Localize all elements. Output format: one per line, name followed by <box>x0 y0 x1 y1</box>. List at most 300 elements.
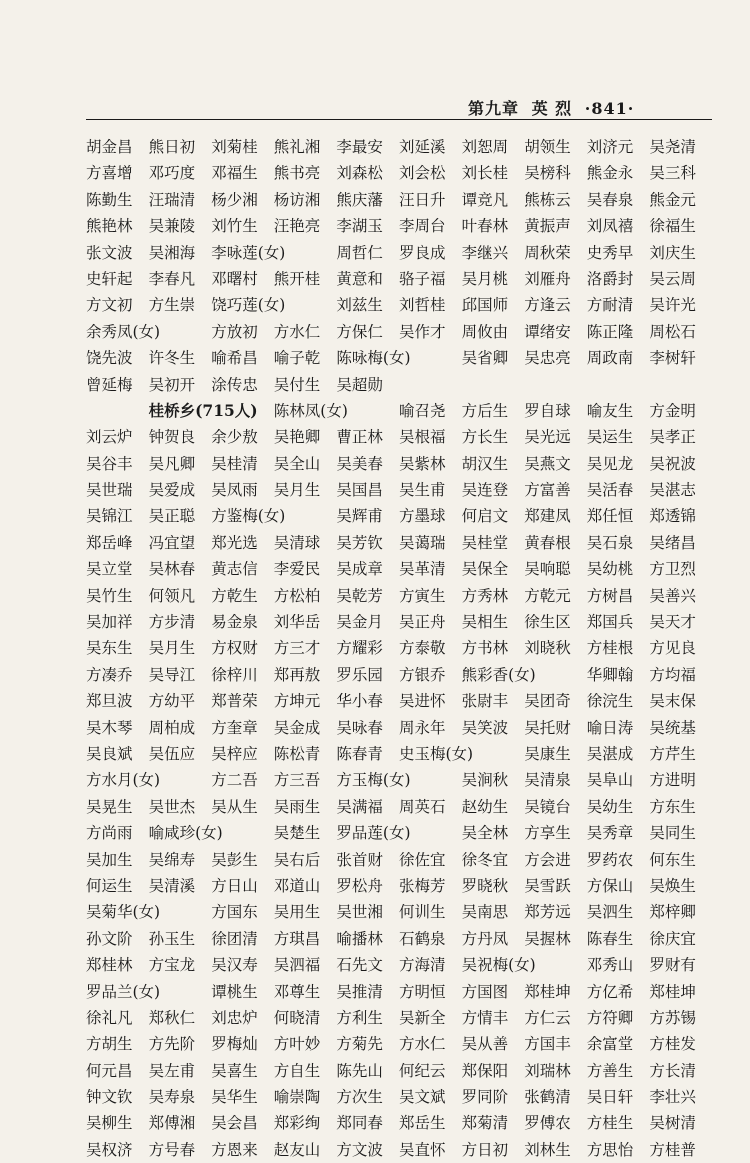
martyr-name: 吴泗福 <box>273 956 321 975</box>
chapter-label: 第九章 <box>468 99 520 118</box>
martyr-name: 黄振声 <box>524 217 571 236</box>
martyr-name: 刘菊桂 <box>211 138 258 156</box>
martyr-name: 陈春生 <box>586 929 634 948</box>
martyr-name: 方先阶 <box>148 1035 196 1054</box>
martyr-name: 刘延溪 <box>399 138 446 156</box>
martyr-name: 何训生 <box>399 903 446 922</box>
martyr-name: 陈松青 <box>273 744 321 763</box>
martyr-name: 方尚雨 <box>86 824 133 843</box>
martyr-name: 方丹凤 <box>461 929 509 948</box>
martyr-name: 郑建凤 <box>524 507 571 526</box>
martyr-name: 吴月生 <box>273 481 321 500</box>
martyr-name: 史玉梅(女) <box>399 744 474 763</box>
martyr-name: 徐冬宜 <box>461 850 509 869</box>
martyr-name: 刘济元 <box>586 138 634 156</box>
martyr-name: 吴阜山 <box>586 771 634 790</box>
martyr-name: 李湖玉 <box>336 217 383 236</box>
martyr-name: 方东生 <box>649 797 696 816</box>
martyr-name: 方幼平 <box>148 692 196 711</box>
martyr-name: 吴东生 <box>86 639 133 658</box>
martyr-name: 吴金成 <box>273 718 321 737</box>
name-row <box>86 1031 716 1057</box>
martyr-name: 吴晃生 <box>86 797 133 816</box>
martyr-name: 吴林春 <box>148 560 196 579</box>
martyr-name: 吴金月 <box>336 613 383 632</box>
page-number: ·841· <box>584 99 635 118</box>
martyr-name: 吴忠亮 <box>524 349 571 368</box>
martyr-name: 方坤元 <box>273 692 321 711</box>
martyr-name: 方见良 <box>649 639 696 658</box>
martyr-name: 方国东 <box>211 903 258 922</box>
martyr-name: 方日山 <box>211 876 258 895</box>
martyr-name: 吴托财 <box>524 718 571 737</box>
martyr-name: 汪日升 <box>399 190 446 209</box>
martyr-name: 周永年 <box>399 718 446 737</box>
martyr-name: 陈春青 <box>336 744 383 763</box>
martyr-name: 吴推清 <box>336 982 383 1001</box>
martyr-name: 吴桂堂 <box>461 533 509 552</box>
martyr-name: 方水月(女) <box>86 771 161 790</box>
martyr-name: 吴雪跃 <box>524 876 571 895</box>
name-row <box>86 1058 716 1084</box>
martyr-name: 方菊先 <box>336 1035 383 1054</box>
martyr-name: 徐佐宜 <box>399 850 446 869</box>
martyr-name: 邓尊生 <box>273 982 321 1001</box>
martyr-name: 黄春根 <box>524 533 571 552</box>
martyr-name: 陈咏梅(女) <box>336 349 411 368</box>
martyr-name: 吴导江 <box>148 665 196 684</box>
martyr-name: 方松柏 <box>273 586 321 605</box>
name-row <box>86 1084 716 1110</box>
martyr-name: 吴幼生 <box>586 797 634 816</box>
martyr-name: 吴满福 <box>336 797 383 816</box>
martyr-name: 吴镜台 <box>524 797 571 816</box>
martyr-name: 方文初 <box>86 296 133 315</box>
martyr-name: 吴超勋 <box>336 375 383 394</box>
martyr-name: 吴彭生 <box>211 850 258 869</box>
martyr-name: 吴凤雨 <box>211 481 258 500</box>
martyr-name: 吴谷丰 <box>86 454 133 473</box>
martyr-name: 孙文阶 <box>86 929 133 948</box>
martyr-name: 喻召尧 <box>399 401 446 420</box>
martyr-name: 华卿翰 <box>586 665 634 684</box>
martyr-name: 吴咏春 <box>336 718 383 737</box>
martyr-name: 吴月桃 <box>461 269 509 288</box>
martyr-name: 吴团奇 <box>524 692 571 711</box>
martyr-name: 方泰敬 <box>399 639 446 658</box>
martyr-name: 方乾元 <box>524 586 571 605</box>
martyr-name: 吴生甫 <box>399 481 446 500</box>
name-row <box>86 688 716 714</box>
martyr-name: 方宝龙 <box>148 956 196 975</box>
martyr-name: 方生崇 <box>148 296 196 315</box>
martyr-name: 郑桂坤 <box>649 982 696 1001</box>
martyr-name: 钟贺良 <box>148 428 196 447</box>
martyr-name: 方桂根 <box>586 639 634 658</box>
martyr-name: 吴加祥 <box>86 613 133 632</box>
martyr-name: 郑菊清 <box>461 1114 509 1133</box>
martyr-name: 吴焕生 <box>649 876 696 895</box>
martyr-name: 吴直怀 <box>399 1140 446 1159</box>
name-row <box>86 503 716 529</box>
martyr-name: 徐庆宜 <box>649 929 696 948</box>
martyr-name: 罗药农 <box>586 850 634 869</box>
martyr-name: 许冬生 <box>148 349 196 368</box>
martyr-name: 方长生 <box>461 428 509 447</box>
martyr-name: 余富堂 <box>586 1035 634 1054</box>
martyr-name: 方海清 <box>399 956 446 975</box>
martyr-name: 郑同春 <box>336 1114 383 1133</box>
martyr-name: 郑任恒 <box>586 507 634 526</box>
name-row <box>86 345 716 371</box>
martyr-name: 吴善兴 <box>649 586 696 605</box>
martyr-name: 李春凡 <box>148 269 196 288</box>
martyr-name: 吴榜科 <box>524 164 571 183</box>
martyr-name: 何启文 <box>461 507 509 526</box>
name-row <box>86 662 716 688</box>
martyr-name: 洛爵封 <box>586 269 634 288</box>
name-row <box>86 635 716 661</box>
name-row <box>86 187 716 213</box>
martyr-name: 吴燕文 <box>524 454 571 473</box>
name-row <box>86 160 716 186</box>
martyr-name: 吴革清 <box>399 560 446 579</box>
martyr-name: 罗同阶 <box>461 1088 509 1107</box>
name-row <box>86 1005 716 1031</box>
martyr-name: 方玉梅(女) <box>336 771 411 790</box>
martyr-name: 吴从生 <box>211 797 258 816</box>
name-row <box>86 398 716 424</box>
martyr-name: 方芹生 <box>649 744 696 763</box>
martyr-name: 方耀彩 <box>336 639 383 658</box>
martyr-name: 吴清泉 <box>524 771 571 790</box>
martyr-name: 方保仁 <box>336 322 383 341</box>
martyr-name: 吴立堂 <box>86 560 133 579</box>
martyr-name: 吴活春 <box>586 481 634 500</box>
martyr-name: 吴世湘 <box>336 903 383 922</box>
martyr-name: 杨访湘 <box>273 190 321 209</box>
martyr-name: 徐生区 <box>524 613 571 632</box>
martyr-name: 刘华岳 <box>273 613 321 632</box>
martyr-name: 吴云周 <box>649 269 696 288</box>
martyr-name: 汪瑞清 <box>148 190 196 209</box>
name-row <box>86 979 716 1005</box>
martyr-name: 孙玉生 <box>148 929 196 948</box>
martyr-name: 吴根福 <box>399 428 446 447</box>
name-row <box>86 794 716 820</box>
martyr-name: 方善生 <box>586 1061 634 1080</box>
martyr-name: 徐梓川 <box>211 665 258 684</box>
martyr-name: 吴权济 <box>86 1140 133 1159</box>
martyr-name: 汪艳亮 <box>273 217 321 236</box>
martyr-name: 陈正隆 <box>586 322 634 341</box>
martyr-name: 吴祝波 <box>649 454 696 473</box>
martyr-name: 杨少湘 <box>211 190 258 209</box>
martyr-name: 郑岳峰 <box>86 533 133 552</box>
martyr-name: 吴笑波 <box>461 718 509 737</box>
martyr-name: 郑傅湘 <box>148 1114 196 1133</box>
martyr-name: 方耐清 <box>586 296 634 315</box>
martyr-name: 吴新全 <box>399 1008 446 1027</box>
martyr-name: 吴幼桃 <box>586 560 634 579</box>
martyr-name: 郑芳远 <box>524 903 571 922</box>
martyr-name: 刘兹生 <box>336 296 383 315</box>
name-row <box>86 741 716 767</box>
martyr-name: 何东生 <box>649 850 696 869</box>
martyr-name: 黄意和 <box>336 269 383 288</box>
martyr-name: 罗品兰(女) <box>86 982 161 1001</box>
martyr-name: 吴清溪 <box>148 876 196 895</box>
martyr-name: 吴爱成 <box>148 481 196 500</box>
martyr-name: 胡领生 <box>524 138 571 156</box>
martyr-name: 吴光远 <box>524 428 571 447</box>
martyr-name: 方仁云 <box>524 1008 571 1027</box>
martyr-name: 吴同生 <box>649 824 696 843</box>
martyr-name: 吴湛成 <box>586 744 634 763</box>
martyr-name: 方喜增 <box>86 164 133 183</box>
martyr-name: 罗品莲(女) <box>336 824 411 843</box>
martyr-name: 吴祝梅(女) <box>461 956 536 975</box>
martyr-name: 吴左甫 <box>148 1061 196 1080</box>
martyr-name: 方水仁 <box>273 322 321 341</box>
martyr-name: 吴右后 <box>273 850 321 869</box>
martyr-name: 吴作才 <box>399 322 446 341</box>
martyr-name: 喻咸珍(女) <box>148 824 223 843</box>
martyr-name: 何领凡 <box>148 586 196 605</box>
martyr-name: 方三才 <box>273 639 321 658</box>
martyr-name: 吴良斌 <box>86 744 133 763</box>
section-heading: 桂桥乡(715人) <box>148 400 258 420</box>
martyr-name: 熊书亮 <box>273 164 321 183</box>
martyr-name: 方后生 <box>461 401 509 420</box>
martyr-name: 叶春林 <box>461 217 509 236</box>
martyr-name: 何元昌 <box>86 1061 133 1080</box>
martyr-name: 吴握林 <box>524 929 571 948</box>
martyr-name: 刘忠炉 <box>211 1008 258 1027</box>
martyr-name: 刘凤禧 <box>586 217 634 236</box>
name-row <box>86 1137 716 1163</box>
martyr-name: 熊金永 <box>586 164 634 183</box>
header-rule <box>86 119 712 120</box>
martyr-name: 吴加生 <box>86 850 133 869</box>
martyr-name: 吴湘海 <box>148 243 196 262</box>
martyr-name: 吴运生 <box>586 428 634 447</box>
martyr-name: 曹正林 <box>336 428 383 447</box>
martyr-name: 方水仁 <box>399 1035 446 1054</box>
martyr-name: 方亿希 <box>586 982 634 1001</box>
martyr-name: 周攸由 <box>461 322 509 341</box>
martyr-name: 方利生 <box>336 1008 383 1027</box>
martyr-name: 吴美春 <box>336 454 383 473</box>
martyr-name: 方桂生 <box>586 1114 634 1133</box>
martyr-name: 刘庆生 <box>649 243 696 262</box>
martyr-name: 吴乾芳 <box>336 586 383 605</box>
martyr-name: 吴康生 <box>524 744 571 763</box>
martyr-name: 周政南 <box>586 349 634 368</box>
name-row <box>86 213 716 239</box>
martyr-name: 吴锦江 <box>86 507 133 526</box>
martyr-name: 方均福 <box>649 665 696 684</box>
martyr-name: 史秀早 <box>586 243 634 262</box>
martyr-name: 吴蔼瑞 <box>399 533 446 552</box>
martyr-name: 方秀林 <box>461 586 509 605</box>
martyr-name: 郑普荣 <box>211 692 258 711</box>
martyr-name: 吴末保 <box>649 692 696 711</box>
martyr-name: 罗财有 <box>649 956 696 975</box>
martyr-name: 熊金元 <box>649 190 696 209</box>
martyr-name: 石鹤泉 <box>399 929 446 948</box>
martyr-name: 周松石 <box>649 322 696 341</box>
martyr-name: 熊开桂 <box>273 269 321 288</box>
name-row <box>86 715 716 741</box>
martyr-name: 罗良成 <box>399 243 446 262</box>
name-row <box>86 240 716 266</box>
name-row <box>86 451 716 477</box>
chapter-title: 英 烈 <box>531 99 573 118</box>
martyr-name: 赵友山 <box>273 1140 321 1159</box>
martyr-name: 赵幼生 <box>461 797 509 816</box>
martyr-name: 方金明 <box>649 401 696 420</box>
martyr-name: 何运生 <box>86 876 133 895</box>
martyr-name: 吴成章 <box>336 560 383 579</box>
martyr-name: 方放初 <box>211 322 258 341</box>
martyr-name: 吴孝正 <box>649 428 696 447</box>
martyr-name: 方权财 <box>211 639 258 658</box>
martyr-name: 吴湛志 <box>649 481 696 500</box>
martyr-name: 吴汉寿 <box>211 956 258 975</box>
martyr-name: 曾延梅 <box>86 375 133 394</box>
martyr-name: 吴尧清 <box>649 138 696 156</box>
martyr-name: 李继兴 <box>461 243 509 262</box>
martyr-name: 何纪云 <box>399 1061 446 1080</box>
martyr-name: 吴从善 <box>461 1035 509 1054</box>
martyr-name: 吴统基 <box>649 718 696 737</box>
name-row <box>86 319 716 345</box>
name-list <box>86 134 716 1163</box>
martyr-name: 方桂发 <box>649 1035 696 1054</box>
martyr-name: 易金泉 <box>211 613 258 632</box>
martyr-name: 吴泗生 <box>586 903 634 922</box>
martyr-name: 谭竞凡 <box>461 190 509 209</box>
martyr-name: 李周台 <box>399 217 446 236</box>
martyr-name: 方次生 <box>336 1088 383 1107</box>
martyr-name: 吴喜生 <box>211 1061 258 1080</box>
name-row <box>86 952 716 978</box>
martyr-name: 冯宜望 <box>148 533 196 552</box>
martyr-name: 刘林生 <box>524 1140 571 1159</box>
martyr-name: 吴雨生 <box>273 797 321 816</box>
martyr-name: 熊艳林 <box>86 217 133 236</box>
martyr-name: 吴春泉 <box>586 190 634 209</box>
martyr-name: 吴华生 <box>211 1088 258 1107</box>
martyr-name: 张首财 <box>336 850 383 869</box>
martyr-name: 华小春 <box>336 692 383 711</box>
martyr-name: 吴世瑞 <box>86 481 133 500</box>
martyr-name: 吴进怀 <box>399 692 446 711</box>
martyr-name: 罗乐园 <box>336 665 383 684</box>
martyr-name: 邓秀山 <box>586 956 634 975</box>
martyr-name: 方会进 <box>524 850 571 869</box>
name-row <box>86 1110 716 1136</box>
martyr-name: 吴三科 <box>649 164 696 183</box>
martyr-name: 方寅生 <box>399 586 446 605</box>
martyr-name: 李树轩 <box>649 349 696 368</box>
martyr-name: 吴初开 <box>148 375 196 394</box>
martyr-name: 罗自球 <box>524 401 571 420</box>
martyr-name: 罗松舟 <box>336 876 383 895</box>
name-row <box>86 134 716 160</box>
martyr-name: 陈林凤(女) <box>273 401 348 420</box>
martyr-name: 陈先山 <box>336 1061 383 1080</box>
martyr-name: 方鉴梅(女) <box>211 507 286 526</box>
martyr-name: 李最安 <box>336 138 383 156</box>
martyr-name: 李壮兴 <box>649 1088 696 1107</box>
martyr-name: 邱国师 <box>461 296 509 315</box>
martyr-name: 郑桂坤 <box>524 982 571 1001</box>
martyr-name: 方文波 <box>336 1140 383 1159</box>
martyr-name: 徐浣生 <box>586 692 634 711</box>
name-row <box>86 530 716 556</box>
martyr-name: 方奎章 <box>211 718 258 737</box>
martyr-name: 方凑乔 <box>86 665 133 684</box>
martyr-name: 何晓清 <box>273 1008 321 1027</box>
martyr-name: 喻友生 <box>586 401 634 420</box>
martyr-name: 钟文钦 <box>86 1088 133 1107</box>
martyr-name: 方思怡 <box>586 1140 634 1159</box>
martyr-name: 张文波 <box>86 243 133 262</box>
martyr-name: 熊彩香(女) <box>461 665 536 684</box>
martyr-name: 方书林 <box>461 639 509 658</box>
martyr-name: 吴南思 <box>461 903 509 922</box>
martyr-name: 涂传忠 <box>211 375 258 394</box>
martyr-name: 黄志信 <box>211 560 258 579</box>
martyr-name: 吴省卿 <box>461 349 509 368</box>
martyr-name: 吴菊华(女) <box>86 903 161 922</box>
name-row <box>86 873 716 899</box>
martyr-name: 吴绵寿 <box>148 850 196 869</box>
martyr-name: 徐礼凡 <box>86 1008 133 1027</box>
martyr-name: 方银乔 <box>399 665 446 684</box>
martyr-name: 吴文斌 <box>399 1088 446 1107</box>
martyr-name: 方享生 <box>524 824 571 843</box>
martyr-name: 郑国兵 <box>586 613 634 632</box>
martyr-name: 吴正舟 <box>399 613 446 632</box>
martyr-name: 周柏成 <box>148 718 196 737</box>
martyr-name: 方桂普 <box>649 1140 696 1159</box>
martyr-name: 徐团清 <box>211 929 258 948</box>
martyr-name: 刘竹生 <box>211 217 258 236</box>
martyr-name: 刘雁舟 <box>524 269 571 288</box>
martyr-name: 刘恕周 <box>461 138 509 156</box>
martyr-name: 郑再敖 <box>273 665 321 684</box>
martyr-name: 方步清 <box>148 613 196 632</box>
martyr-name: 喻希昌 <box>211 349 258 368</box>
martyr-name: 方国丰 <box>524 1035 571 1054</box>
martyr-name: 饶巧莲(女) <box>211 296 286 315</box>
martyr-name: 吴伍应 <box>148 744 196 763</box>
martyr-name: 谭桃生 <box>211 982 258 1001</box>
martyr-name: 吴正聪 <box>148 507 196 526</box>
martyr-name: 方胡生 <box>86 1035 133 1054</box>
martyr-name: 刘晓秋 <box>524 639 571 658</box>
martyr-name: 邓道山 <box>273 876 321 895</box>
martyr-name: 周英石 <box>399 797 446 816</box>
martyr-name: 刘哲桂 <box>399 296 446 315</box>
martyr-name: 刘瑞林 <box>524 1061 571 1080</box>
martyr-name: 郑秋仁 <box>148 1008 196 1027</box>
martyr-name: 吴凡卿 <box>148 454 196 473</box>
martyr-name: 罗傅农 <box>524 1114 571 1133</box>
